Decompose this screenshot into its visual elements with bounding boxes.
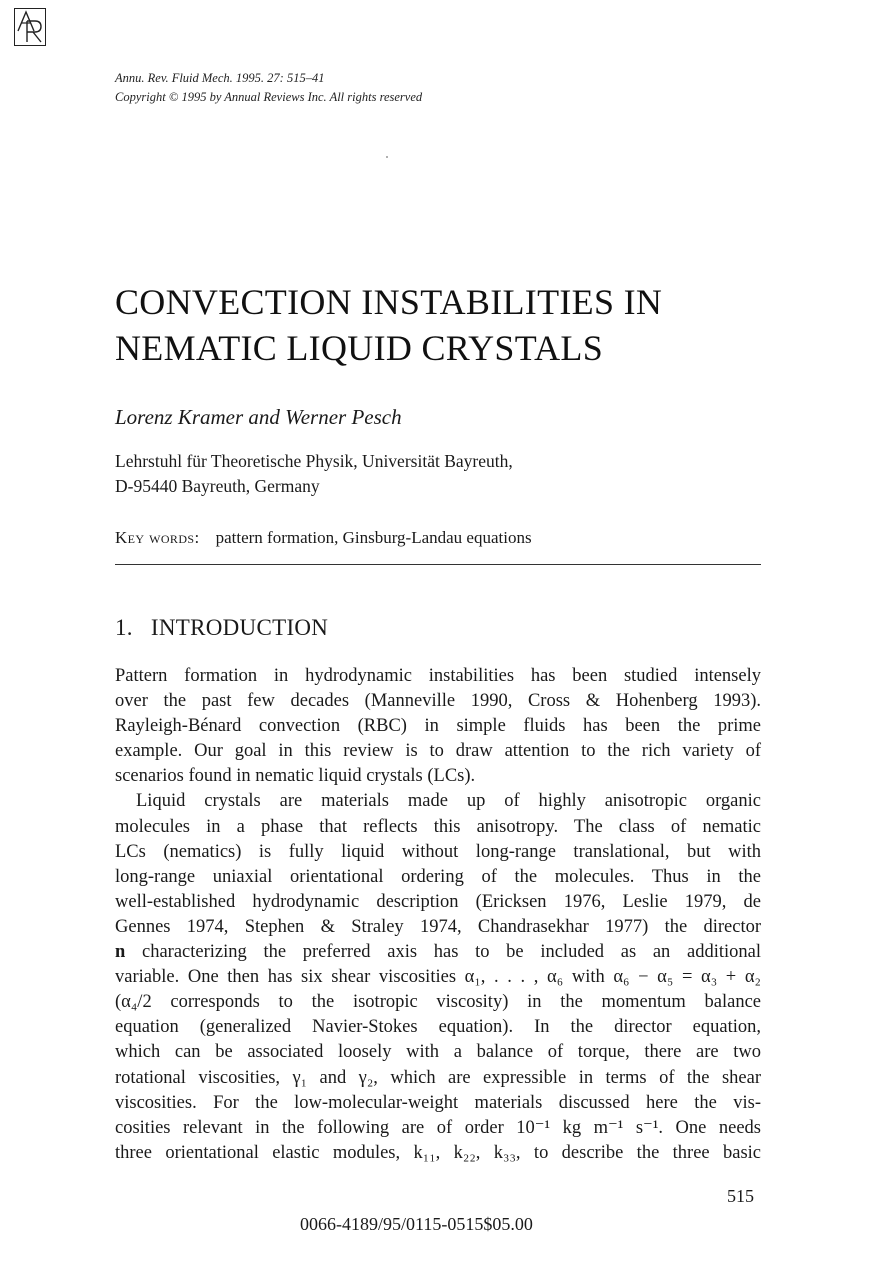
- body-line: equation (generalized Navier-Stokes equation). In the director equation,: [115, 1017, 761, 1038]
- body-line: molecules in a phase that reflects this anisotropy. The class of nematic: [115, 816, 761, 837]
- body-line: example. Our goal in this review is to draw attention to the rich variety of: [115, 741, 761, 762]
- body-line: (α₄/2 corresponds to the isotropic viscosity) in the momentum balance: [115, 992, 761, 1013]
- title-line-2: NEMATIC LIQUID CRYSTALS: [115, 328, 604, 368]
- journal-line: Annu. Rev. Fluid Mech. 1995. 27: 515–41: [115, 71, 325, 85]
- body-line: n characterizing the preferred axis has to be included as an additional: [115, 942, 761, 963]
- body-line: scenarios found in nematic liquid crystals (LCs).: [115, 766, 476, 787]
- body-line: LCs (nematics) is fully liquid without long-range translational, but with: [115, 841, 761, 862]
- body-line: Pattern formation in hydrodynamic instabilities has been studied intensely: [115, 666, 761, 686]
- body-line: long-range uniaxial orientational ordering of the molecules. Thus in the: [115, 866, 761, 887]
- keywords-value: pattern formation, Ginsburg-Landau equations: [215, 528, 532, 547]
- keywords-label: Key words:: [115, 528, 200, 547]
- body-line: over the past few decades (Manneville 1990, Cross & Hohenberg 1993).: [115, 691, 761, 712]
- keywords: [115, 527, 532, 549]
- body-line: Rayleigh-Bénard convection (RBC) in simple fluids has been the prime: [115, 716, 761, 737]
- journal-citation: [115, 69, 422, 107]
- speck: [386, 156, 388, 158]
- divider: [115, 564, 761, 565]
- body-text: [115, 664, 761, 1166]
- affiliation-line-2: D-95440 Bayreuth, Germany: [115, 476, 320, 496]
- affiliation: [115, 449, 513, 499]
- body-line: rotational viscosities, γ₁ and γ₂, which are expressible in terms of the shear: [115, 1067, 761, 1088]
- section-heading: [115, 613, 328, 643]
- body-line: cosities relevant in the following are of order 10⁻¹ kg m⁻¹ s⁻¹. One needs: [115, 1117, 761, 1138]
- body-line: viscosities. For the low-molecular-weight materials discussed here the vis-: [115, 1092, 761, 1113]
- body-line: Liquid crystals are materials made up of highly anisotropic organic: [136, 791, 761, 812]
- footer-code: 0066-4189/95/0115-0515$05.00: [300, 1214, 533, 1234]
- section-number: 1.: [115, 615, 133, 640]
- body-line: Gennes 1974, Stephen & Straley 1974, Chandrasekhar 1977) the director: [115, 916, 761, 937]
- title-line-1: CONVECTION INSTABILITIES IN: [115, 282, 663, 322]
- copyright-line: Copyright © 1995 by Annual Reviews Inc. All rights reserved: [115, 90, 423, 104]
- authors: Lorenz Kramer and Werner Pesch: [115, 405, 402, 429]
- article-title: [115, 279, 815, 371]
- affiliation-line-1: Lehrstuhl für Theoretische Physik, Universität Bayreuth,: [115, 451, 513, 471]
- body-line: three orientational elastic modules, k₁₁, k₂₂, k₃₃, to describe the three basic: [115, 1142, 761, 1163]
- annual-reviews-logo: [14, 8, 46, 46]
- page-number: 515: [727, 1186, 754, 1206]
- body-line: well-established hydrodynamic description (Ericksen 1976, Leslie 1979, de: [115, 891, 761, 912]
- body-line: which can be associated loosely with a balance of torque, there are two: [115, 1042, 761, 1063]
- section-title: INTRODUCTION: [150, 615, 329, 640]
- director-symbol: n: [115, 942, 126, 963]
- body-line: variable. One then has six shear viscosities α₁, . . . , α₆ with α₆ − α₅ = α₃ + α₂: [115, 967, 761, 988]
